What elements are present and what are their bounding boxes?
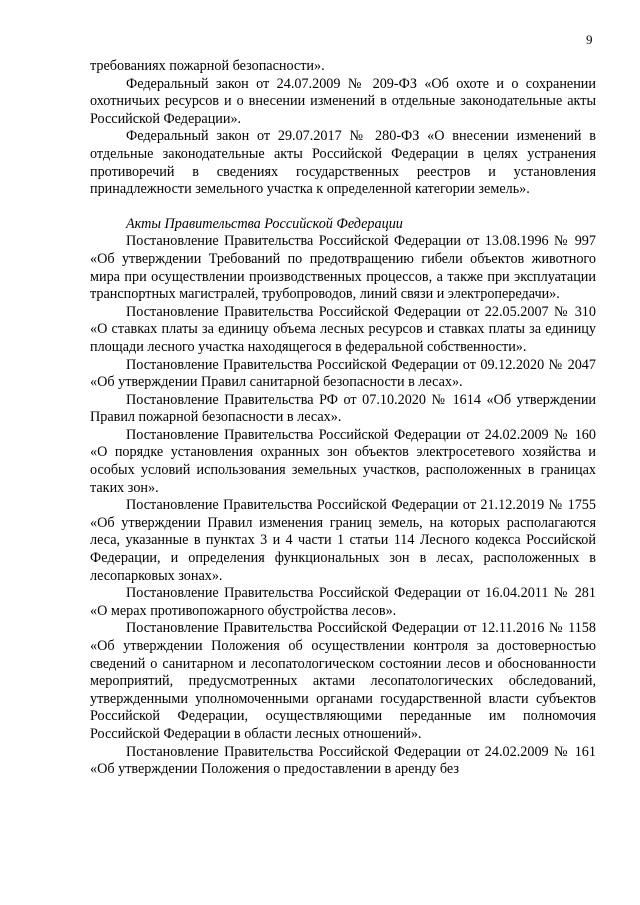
paragraph-federal-law-209: Федеральный закон от 24.07.2009 № 209-ФЗ «Об охоте и о сохранении охотничьих ресурсов и о внесении изменений в отдельные законодательные акты Российской Федерации». <box>90 75 596 127</box>
paragraph-decree-997: Постановление Правительства Российской Федерации от 13.08.1996 № 997 «Об утверждении Требований по предотвращению гибели объектов животного мира при осуществлении производственных процессов, а также при эксплуатации транспортных магистралей, трубопроводов, линий связи и электропередачи». <box>90 233 596 303</box>
paragraph-decree-281: Постановление Правительства Российской Федерации от 16.04.2011 № 281 «О мерах противопожарного обустройства лесов». <box>90 585 596 619</box>
page-number: 9 <box>586 32 593 47</box>
paragraph-decree-1158: Постановление Правительства Российской Федерации от 12.11.2016 № 1158 «Об утверждении Положения об осуществлении контроля за достоверностью сведений о санитарном и лесопатологическом состоянии лесов и обоснованности мероприятий, предусмотренных актами лесопатологических обследований, утвержденными уполномоченными органами государственной власти субъектов Российской Федерации, осуществляющими переданные им полномочия Российской Федерации в области лесных отношений». <box>90 620 596 742</box>
paragraph-decree-1614: Постановление Правительства РФ от 07.10.2020 № 1614 «Об утверждении Правил пожарной безопасности в лесах». <box>90 391 596 426</box>
document-body <box>90 58 596 779</box>
paragraph-decree-161: Постановление Правительства Российской Федерации от 24.02.2009 № 161 «Об утверждении Положения о предоставлении в аренду без <box>90 743 596 778</box>
paragraph-federal-law-280: Федеральный закон от 29.07.2017 № 280-ФЗ «О внесении изменений в отдельные законодательные акты Российской Федерации в целях устранения противоречий в сведениях государственных реестров и установления принадлежности земельного участка к определенной категории земель». <box>90 128 596 198</box>
paragraph-decree-310: Постановление Правительства Российской Федерации от 22.05.2007 № 310 «О ставках платы за единицу объема лесных ресурсов и ставках платы за единицу площади лесного участка находящегося в федеральной собственности». <box>90 303 596 355</box>
paragraph-decree-2047: Постановление Правительства Российской Федерации от 09.12.2020 № 2047 «Об утверждении Правил санитарной безопасности в лесах». <box>90 356 596 391</box>
paragraph-decree-1755: Постановление Правительства Российской Федерации от 21.12.2019 № 1755 «Об утверждении Правил изменения границ земель, на которых располагаются леса, указанные в пунктах 3 и 4 части 1 статьи 114 Лесного кодекса Российской Федерации, и определения функциональных зон в лесах, расположенных в лесопарковых зонах». <box>90 497 596 584</box>
paragraph-continuation: требованиях пожарной безопасности». <box>90 58 325 74</box>
paragraph-decree-160: Постановление Правительства Российской Федерации от 24.02.2009 № 160 «О порядке установления охранных зон объектов электросетевого хозяйства и особых условий использования земельных участков, расположенных в границах таких зон». <box>90 426 596 496</box>
section-heading-government-acts: Акты Правительства Российской Федерации <box>126 215 403 232</box>
